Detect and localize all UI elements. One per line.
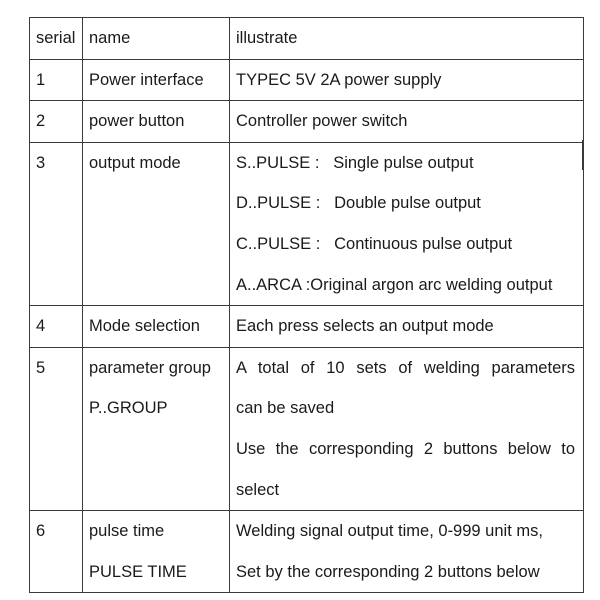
spec-table <box>29 17 584 593</box>
serial-number: 1 <box>36 70 46 89</box>
name-cell <box>83 101 230 143</box>
serial-cell <box>30 347 83 510</box>
table-row <box>30 59 584 101</box>
serial-number: 5 <box>36 358 46 377</box>
description-cell <box>230 511 584 593</box>
serial-cell <box>30 101 83 143</box>
description-cell <box>230 142 584 305</box>
item-description: Controller power switch <box>236 112 408 131</box>
item-name: output mode <box>89 153 181 172</box>
table-row <box>30 347 584 510</box>
serial-cell <box>30 59 83 101</box>
table-row <box>30 306 584 348</box>
table-row <box>30 101 584 143</box>
item-name: Mode selection <box>89 317 200 336</box>
serial-number: 6 <box>36 522 46 541</box>
serial-cell <box>30 511 83 593</box>
item-name: Power interface <box>89 70 204 89</box>
name-cell <box>83 511 230 593</box>
name-cell <box>83 59 230 101</box>
mode-description-line: S..PULSE : Single pulse output <box>236 153 474 172</box>
item-name: parameter group <box>89 358 211 377</box>
description-cell <box>230 101 584 143</box>
item-description: TYPEC 5V 2A power supply <box>236 70 442 89</box>
header-name-cell <box>83 18 230 60</box>
item-name: power button <box>89 112 185 131</box>
header-illustrate-cell <box>230 18 584 60</box>
name-cell <box>83 142 230 305</box>
item-description-line: can be saved <box>236 399 335 418</box>
item-description: Each press selects an output mode <box>236 317 494 336</box>
description-cell <box>230 59 584 101</box>
serial-number: 2 <box>36 112 46 131</box>
serial-cell <box>30 306 83 348</box>
description-cell <box>230 306 584 348</box>
table-row <box>30 511 584 593</box>
mode-description-line: D..PULSE : Double pulse output <box>236 194 481 213</box>
header-serial-cell <box>30 18 83 60</box>
item-name-code: PULSE TIME <box>89 562 187 581</box>
table-edge-mark <box>582 140 584 170</box>
mode-description-line: C..PULSE : Continuous pulse output <box>236 234 513 253</box>
header-name: name <box>89 29 131 47</box>
item-description-line: Welding signal output time, 0-999 unit ms, <box>236 522 543 541</box>
serial-number: 3 <box>36 153 46 172</box>
item-description-line: Set by the corresponding 2 buttons below <box>236 562 540 581</box>
header-row <box>30 18 584 60</box>
name-cell <box>83 306 230 348</box>
name-cell <box>83 347 230 510</box>
header-illustrate: illustrate <box>236 29 298 47</box>
table-row <box>30 142 584 305</box>
item-description-line: Use the corresponding 2 buttons below to <box>236 439 575 458</box>
item-name: pulse time <box>89 522 165 541</box>
serial-cell <box>30 142 83 305</box>
item-name-code: P..GROUP <box>89 399 168 418</box>
mode-description-line: A..ARCA :Original argon arc welding output <box>236 275 553 294</box>
item-description-line: A total of 10 sets of welding parameters <box>236 358 575 377</box>
header-serial: serial <box>36 29 76 47</box>
serial-number: 4 <box>36 317 46 336</box>
description-cell <box>230 347 584 510</box>
item-description-line: select <box>236 480 280 499</box>
